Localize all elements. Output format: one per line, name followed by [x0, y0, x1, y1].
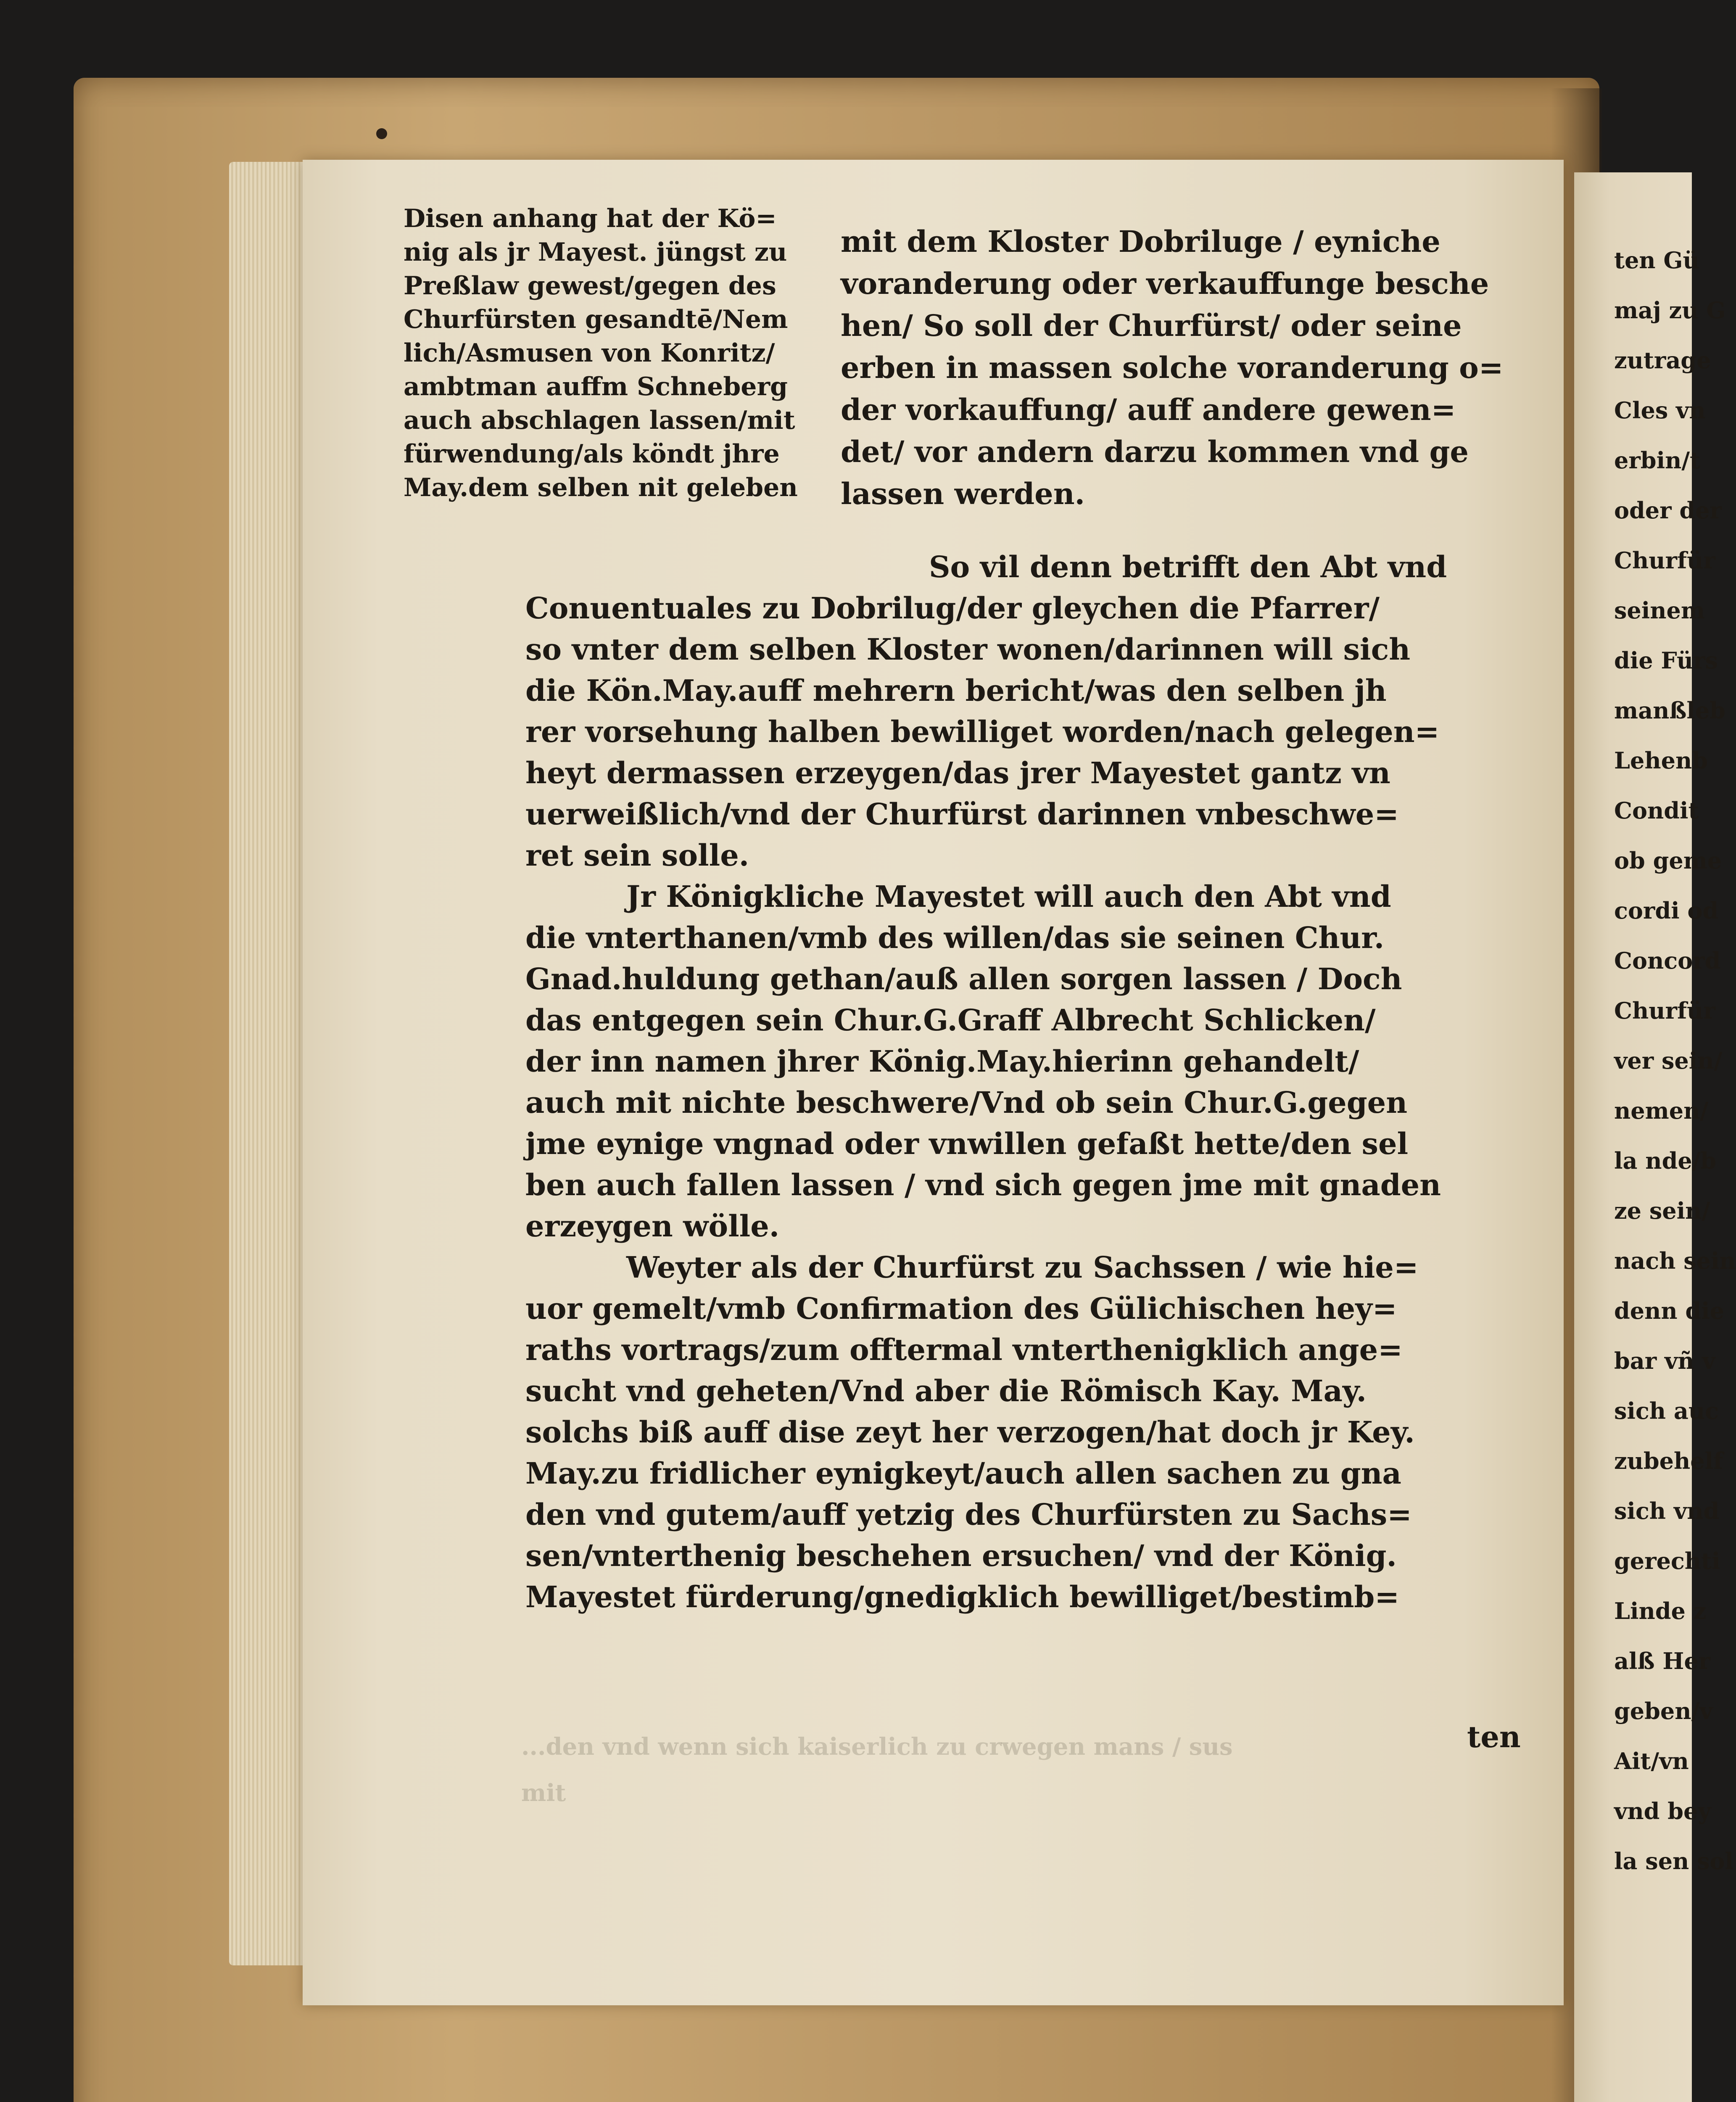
text-line: jme eynige vngnad oder vnwillen gefaßt hette/den sel	[525, 1126, 1409, 1161]
marginal-line: May.dem selben nit geleben	[404, 473, 798, 502]
fragment-line: zutrage	[1614, 347, 1711, 374]
fragment-line: Ait/vn	[1614, 1748, 1689, 1775]
bleed-line: ...den vnd wenn sich kaiserlich zu crwegen mans / sus	[521, 1733, 1233, 1761]
catchword: ten	[1467, 1719, 1521, 1754]
fragment-line: seinem	[1614, 597, 1705, 624]
fragment-line: Churfür	[1614, 997, 1715, 1024]
right-column-line: mit dem Kloster Dobrilugе / eyniche	[841, 224, 1441, 259]
main-text	[525, 547, 1559, 1618]
fragment-line: la nde/b	[1614, 1147, 1717, 1174]
fragment-line: nach sein	[1614, 1247, 1736, 1274]
fragment-line: Condit	[1614, 797, 1699, 824]
bleed-line: mit	[521, 1779, 566, 1807]
text-line: den vnd gutem/auff yetzig des Churfürsten zu Sachs=	[525, 1497, 1412, 1532]
fragment-line: sich auc	[1614, 1397, 1719, 1424]
text-line: Weyter als der Churfürst zu Sachssen / wie hie=	[626, 1250, 1419, 1285]
page-edges	[229, 162, 313, 1965]
right-column-text	[841, 221, 1564, 515]
marginal-line: ambtman auffm Schneberg	[404, 372, 788, 401]
fragment-line: Concord	[1614, 947, 1721, 974]
text-line: der inn namen jhrer König.May.hierinn gehandelt/	[525, 1044, 1359, 1079]
fragment-line: zubehelf	[1614, 1447, 1723, 1474]
ink-speck	[376, 128, 387, 139]
fragment-line: ten Gü	[1614, 247, 1699, 274]
text-line: raths vortrags/zum offtermal vnterthenigklich ange=	[525, 1332, 1403, 1367]
fragment-line: die Fürs	[1614, 647, 1718, 674]
fragment-line: bar vñ v	[1614, 1347, 1715, 1374]
right-column-line: erben in massen solche voranderung o=	[841, 350, 1504, 385]
text-line: Conuentuales zu Dobrilug/der gleychen die Pfarrer/	[525, 591, 1380, 626]
marginal-line: Churfürsten gesandtē/Nem	[404, 305, 788, 334]
right-column-line: hen/ So soll der Churfürst/ oder seine	[841, 308, 1462, 343]
text-line: May.zu fridlicher eynigkeyt/auch allen sachen zu gna	[525, 1456, 1401, 1491]
text-line: uerweißlich/vnd der Churfürst darinnen vnbeschwe=	[525, 797, 1399, 832]
text-line: So vil denn betrifft den Abt vnd	[929, 549, 1447, 584]
marginal-line: lich/Asmusen von Konritz/	[404, 338, 775, 368]
bleed-through-text	[521, 1724, 1233, 1816]
text-line: Jr Königkliche Mayestet will auch den Abt vnd	[626, 879, 1391, 914]
fragment-line: oder der	[1614, 497, 1722, 524]
right-column-line: voranderung oder verkauffunge beschе	[841, 266, 1489, 301]
marginal-line: Disen anhang hat der Kö=	[404, 204, 777, 233]
text-line: das entgegen sein Chur.G.Graff Albrecht Schlicken/	[525, 1003, 1376, 1038]
fragment-line: Churfür	[1614, 547, 1715, 574]
marginal-line: Preßlaw gewest/gegen des	[404, 271, 776, 301]
fragment-line: ob geme	[1614, 847, 1722, 874]
fragment-line: geben/v	[1614, 1698, 1713, 1724]
text-line: sen/vnterthenig beschehen ersuchen/ vnd der König.	[525, 1538, 1397, 1573]
fragment-line: ze sein/	[1614, 1197, 1710, 1224]
text-line: heyt dermassen erzeygen/das jrer Mayestet gantz vn	[525, 755, 1390, 790]
fragment-line: nemen/	[1614, 1097, 1709, 1124]
facing-page-fragment	[1614, 235, 1736, 1886]
fragment-line: alß Her	[1614, 1648, 1711, 1674]
text-line: uor gemelt/vmb Confirmation des Gülichischen hey=	[525, 1291, 1397, 1326]
text-line: so vnter dem selben Kloster wonen/darinnen will sich	[525, 632, 1411, 667]
fragment-line: sich vnd	[1614, 1497, 1720, 1524]
fragment-line: Cles vn	[1614, 397, 1706, 424]
text-line: rer vorsehung halben bewilliget worden/nach gelegen=	[525, 714, 1440, 749]
text-line: Mayestet fürderung/gnedigklich bewilliget/bestimb=	[525, 1579, 1399, 1614]
text-line: sucht vnd geheten/Vnd aber die Römisch Kay. May.	[525, 1373, 1367, 1408]
fragment-line: ver sein/	[1614, 1047, 1723, 1074]
fragment-line: gerechti	[1614, 1547, 1720, 1574]
marginal-line: auch abschlagen lassen/mit	[404, 406, 795, 435]
right-column-line: der vorkauffung/ auff andere gewen=	[841, 392, 1456, 427]
fragment-line: Lehenb	[1614, 747, 1708, 774]
fragment-line: denn die	[1614, 1297, 1725, 1324]
fragment-line: maj zu G	[1614, 297, 1726, 324]
fragment-line: erbin/t	[1614, 447, 1701, 474]
fragment-line: manßleb	[1614, 697, 1726, 724]
marginal-line: nig als jr Mayest. jüngst zu	[404, 238, 787, 267]
text-line: ben auch fallen lassen / vnd sich gegen jme mit gnaden	[525, 1167, 1441, 1202]
right-column-line: det/ vor andern darzu kommen vnd ge	[841, 434, 1469, 469]
marginal-note	[404, 202, 807, 504]
text-line: auch mit nichte beschwere/Vnd ob sein Chur.G.gegen	[525, 1085, 1408, 1120]
text-line: ret sein solle.	[525, 838, 749, 873]
text-line: die Kön.May.auff mehrern bericht/was den selben jh	[525, 673, 1387, 708]
marginal-line: fürwendung/als köndt jhre	[404, 439, 780, 469]
fragment-line: vnd bey	[1614, 1798, 1711, 1825]
text-line: Gnad.huldung gethan/auß allen sorgen lassen / Doch	[525, 961, 1402, 996]
fragment-line: la sen sol	[1614, 1848, 1734, 1875]
fragment-line: Linde z	[1614, 1598, 1707, 1624]
right-column-line: lassen werden.	[841, 476, 1085, 511]
fragment-line: cordi od	[1614, 897, 1719, 924]
text-line: die vnterthanen/vmb des willen/das sie seinen Chur.	[525, 920, 1385, 955]
text-line: solchs biß auff dise zeyt her verzogen/hat doch jr Key.	[525, 1415, 1415, 1450]
text-line: erzeygen wölle.	[525, 1209, 780, 1244]
